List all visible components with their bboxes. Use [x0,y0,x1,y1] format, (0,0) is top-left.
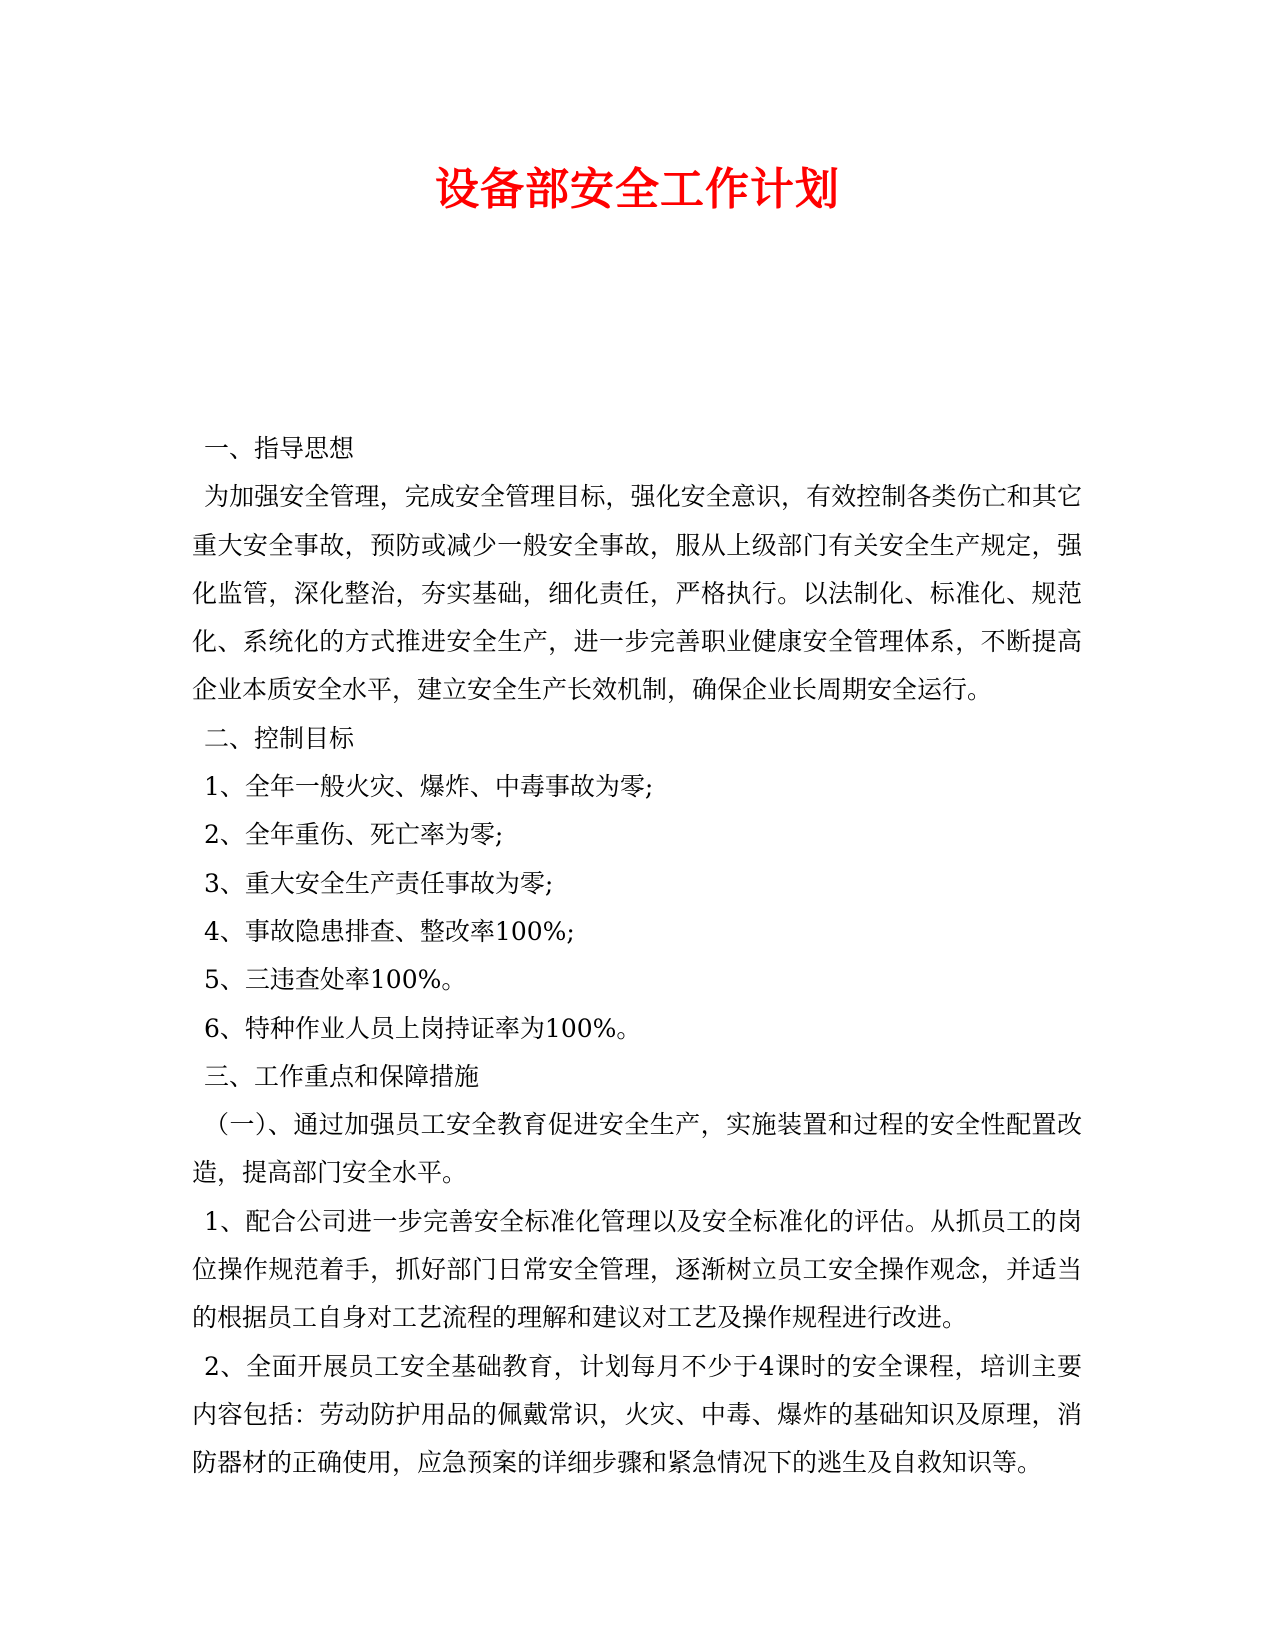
target-item-3: 3、重大安全生产责任事故为零; [204,868,554,898]
document-title: 设备部安全工作计划 [435,164,840,215]
subsection-heading-1: （一）、通过加强员工安全教育促进安全生产，实施装置和过程的安全性配置改造，提高部门安全水平。 [192,1110,1082,1188]
target-item-2: 2、全年重伤、死亡率为零; [204,820,504,850]
measure-item-1: 1、配合公司进一步完善安全标准化管理以及安全标准化的评估。从抓员工的岗位操作规范着手，抓好部门日常安全管理，逐渐树立员工安全操作观念，并适当的根据员工自身对工艺流程的理解和建议对工艺及操作规程进行改进。 [192,1206,1082,1333]
measure-item-2: 2、全面开展员工安全基础教育，计划每月不少于4课时的安全课程，培训主要内容包括：劳动防护用品的佩戴常识，火灾、中毒、爆炸的基础知识及原理，消防器材的正确使用，应急预案的详细步骤和紧急情况下的逃生及自救知识等。 [192,1351,1082,1478]
target-item-6: 6、特种作业人员上岗持证率为100%。 [204,1013,642,1043]
target-item-4: 4、事故隐患排查、整改率100%; [204,916,575,946]
target-item-5: 5、三违查处率100%。 [204,965,467,995]
target-item-1: 1、全年一般火灾、爆炸、中毒事故为零; [204,772,654,802]
guiding-ideology-paragraph: 为加强安全管理，完成安全管理目标，强化安全意识，有效控制各类伤亡和其它重大安全事故，预防或减少一般安全事故，服从上级部门有关安全生产规定，强化监管，深化整治，夯实基础，细化责任，严格执行。以法制化、标准化、规范化、系统化的方式推进安全生产，进一步完善职业健康安全管理体系，不断提高企业本质安全水平，建立安全生产长效机制，确保企业长周期安全运行。 [192,482,1082,705]
section-heading-guiding-ideology: 一、指导思想 [204,434,355,463]
section-heading-control-targets: 二、控制目标 [204,723,355,753]
section-heading-key-work: 三、工作重点和保障措施 [204,1061,480,1091]
document-body [192,425,1082,1488]
